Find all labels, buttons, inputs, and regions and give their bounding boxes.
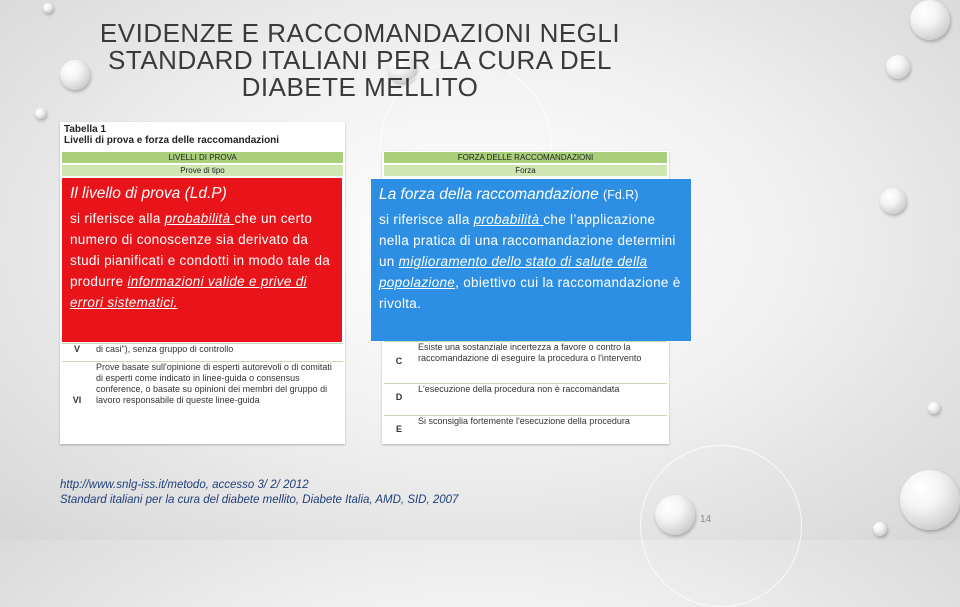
table-header: FORZA DELLE RACCOMANDAZIONI — [384, 152, 667, 163]
water-drop-decoration — [928, 402, 940, 414]
table-caption: Tabella 1 — [64, 124, 107, 135]
water-drop-decoration — [910, 0, 950, 40]
slide-title — [50, 20, 670, 101]
box-heading-text: La forza della raccomandazione — [379, 186, 604, 203]
table-subheader: Forza — [384, 165, 667, 176]
box-text: si riferisce alla — [70, 211, 165, 226]
row-level: D — [395, 392, 403, 402]
reference-link[interactable]: http://www.snlg-iss.it/metodo, accesso 3/ 2/ 2012 — [60, 479, 309, 491]
table-row — [384, 415, 667, 444]
box-body — [70, 208, 334, 313]
box-emphasis: informazioni valide e prive di errori sistematici. — [70, 274, 307, 310]
title-line: EVIDENZE E RACCOMANDAZIONI NEGLI — [99, 18, 621, 48]
table-subheader: Prove di tipo — [62, 165, 343, 176]
water-drop-decoration — [880, 188, 906, 214]
title-line: DIABETE MELLITO — [241, 72, 479, 102]
water-drop-decoration — [873, 522, 887, 536]
box-text: che l’applicazione nella pratica di una raccomandazione determini un — [379, 212, 676, 269]
row-level: V — [73, 344, 80, 354]
table-row — [62, 361, 343, 442]
box-heading-abbrev: (Fd.R) — [603, 188, 639, 202]
slide-number: 14 — [700, 514, 712, 525]
row-text: Prove basate sull'opinione di esperti autorevoli o di comitati di esperti come indicato in linee-guida o consensus conference, o basate su opinioni dei membri del gruppo di lavoro responsabile di queste linee-guida — [96, 362, 332, 405]
table-row — [62, 343, 343, 358]
table-row — [384, 383, 667, 412]
box-body — [379, 209, 683, 314]
row-level: C — [395, 356, 403, 366]
box-heading: Il livello di prova (Ld.P) — [70, 185, 227, 202]
water-drop-decoration — [35, 108, 46, 119]
water-ring-decoration — [640, 445, 802, 607]
box-emphasis: miglioramento dello stato di salute della popolazione — [379, 254, 648, 290]
row-text: Si sconsiglia fortemente l'esecuzione della procedura — [418, 416, 630, 426]
table-header: LIVELLI DI PROVA — [62, 152, 343, 163]
box-text: si riferisce alla — [379, 212, 474, 227]
row-level: E — [395, 424, 402, 434]
row-text: di casi"), senza gruppo di controllo — [96, 344, 234, 354]
water-drop-decoration — [886, 55, 910, 79]
box-emphasis: probabilità — [164, 211, 235, 226]
box-text: che un certo numero di conoscenze sia derivato da studi pianificati e condotti in modo tale da produrre — [70, 211, 331, 289]
water-drop-decoration — [900, 470, 960, 530]
water-drop-decoration — [43, 3, 53, 13]
row-level: VI — [72, 395, 82, 405]
box-text: , obiettivo cui la raccomandazione è rivolta. — [379, 275, 681, 311]
table-caption: Livelli di prova e forza delle raccomandazioni — [64, 135, 280, 146]
evidence-level-definition-box — [62, 178, 342, 342]
reference-citation: Standard italiani per la cura del diabete mellito, Diabete Italia, AMD, SID, 2007 — [60, 494, 459, 506]
title-line: STANDARD ITALIANI PER LA CURA DEL — [108, 45, 612, 75]
row-text: Esiste una sostanziale incertezza a favore o contro la raccomandazione di eseguire la procedura o l'intervento — [418, 342, 642, 363]
recommendation-strength-definition-box — [371, 179, 691, 341]
box-heading — [379, 185, 683, 205]
row-text: L'esecuzione della procedura non è raccomandata — [418, 384, 620, 394]
box-emphasis: probabilità — [473, 212, 544, 227]
references — [60, 478, 458, 508]
table-row — [384, 341, 667, 380]
